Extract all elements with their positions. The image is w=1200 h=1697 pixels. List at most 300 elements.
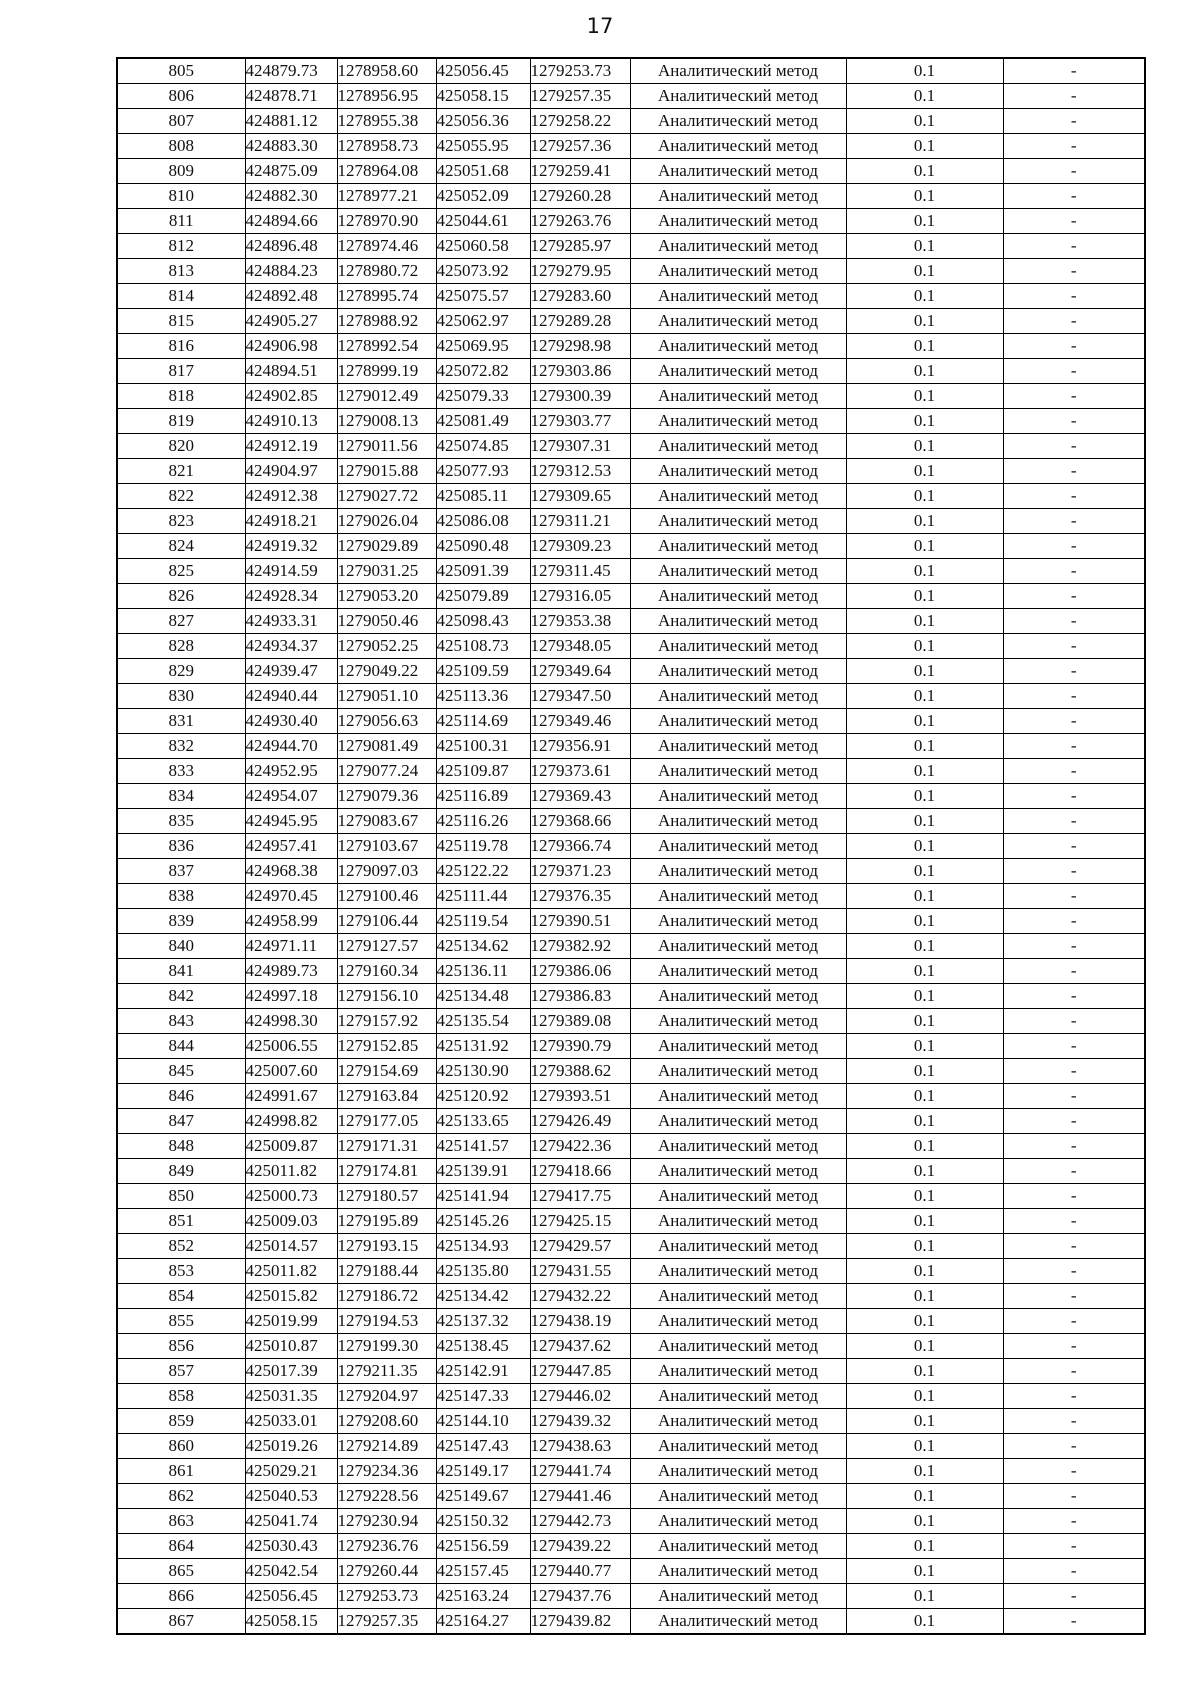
y1-coordinate-cell: 1279214.89: [337, 1434, 436, 1459]
method-cell: Аналитический метод: [630, 834, 846, 859]
accuracy-cell: 0.1: [846, 684, 1003, 709]
y2-coordinate-cell: 1279446.02: [530, 1384, 630, 1409]
x1-coordinate-cell: 425011.82: [245, 1159, 337, 1184]
y1-coordinate-cell: 1279208.60: [337, 1409, 436, 1434]
y2-coordinate-cell: 1279439.22: [530, 1534, 630, 1559]
note-cell: -: [1003, 159, 1145, 184]
note-cell: -: [1003, 834, 1145, 859]
x2-coordinate-cell: 425056.45: [436, 58, 530, 84]
y1-coordinate-cell: 1279188.44: [337, 1259, 436, 1284]
note-cell: -: [1003, 1509, 1145, 1534]
table-row: [117, 1309, 1145, 1334]
x2-coordinate-cell: 425058.15: [436, 84, 530, 109]
y1-coordinate-cell: 1278964.08: [337, 159, 436, 184]
x1-coordinate-cell: 424912.19: [245, 434, 337, 459]
table-row: [117, 584, 1145, 609]
point-number-cell: 826: [117, 584, 245, 609]
table-row: [117, 609, 1145, 634]
method-cell: Аналитический метод: [630, 284, 846, 309]
note-cell: -: [1003, 1334, 1145, 1359]
method-cell: Аналитический метод: [630, 1234, 846, 1259]
accuracy-cell: 0.1: [846, 1609, 1003, 1635]
x2-coordinate-cell: 425149.67: [436, 1484, 530, 1509]
note-cell: -: [1003, 58, 1145, 84]
note-cell: -: [1003, 1234, 1145, 1259]
method-cell: Аналитический метод: [630, 909, 846, 934]
x1-coordinate-cell: 425011.82: [245, 1259, 337, 1284]
table-row: [117, 234, 1145, 259]
table-row: [117, 384, 1145, 409]
point-number-cell: 853: [117, 1259, 245, 1284]
point-number-cell: 813: [117, 259, 245, 284]
table-row: [117, 934, 1145, 959]
x1-coordinate-cell: 424896.48: [245, 234, 337, 259]
x2-coordinate-cell: 425134.62: [436, 934, 530, 959]
x1-coordinate-cell: 424918.21: [245, 509, 337, 534]
y1-coordinate-cell: 1279081.49: [337, 734, 436, 759]
x1-coordinate-cell: 424928.34: [245, 584, 337, 609]
y1-coordinate-cell: 1279027.72: [337, 484, 436, 509]
x2-coordinate-cell: 425098.43: [436, 609, 530, 634]
x1-coordinate-cell: 425007.60: [245, 1059, 337, 1084]
y2-coordinate-cell: 1279431.55: [530, 1259, 630, 1284]
accuracy-cell: 0.1: [846, 334, 1003, 359]
point-number-cell: 824: [117, 534, 245, 559]
table-row: [117, 1609, 1145, 1635]
point-number-cell: 864: [117, 1534, 245, 1559]
table-row: [117, 809, 1145, 834]
method-cell: Аналитический метод: [630, 409, 846, 434]
note-cell: -: [1003, 984, 1145, 1009]
table-row: [117, 1159, 1145, 1184]
table-row: [117, 784, 1145, 809]
x1-coordinate-cell: 424878.71: [245, 84, 337, 109]
x1-coordinate-cell: 424958.99: [245, 909, 337, 934]
y1-coordinate-cell: 1279051.10: [337, 684, 436, 709]
x1-coordinate-cell: 424904.97: [245, 459, 337, 484]
method-cell: Аналитический метод: [630, 1109, 846, 1134]
y2-coordinate-cell: 1279442.73: [530, 1509, 630, 1534]
x1-coordinate-cell: 425030.43: [245, 1534, 337, 1559]
note-cell: -: [1003, 1009, 1145, 1034]
table-row: [117, 259, 1145, 284]
point-number-cell: 815: [117, 309, 245, 334]
y1-coordinate-cell: 1279228.56: [337, 1484, 436, 1509]
point-number-cell: 851: [117, 1209, 245, 1234]
accuracy-cell: 0.1: [846, 659, 1003, 684]
point-number-cell: 842: [117, 984, 245, 1009]
note-cell: -: [1003, 659, 1145, 684]
y1-coordinate-cell: 1279163.84: [337, 1084, 436, 1109]
y1-coordinate-cell: 1279008.13: [337, 409, 436, 434]
method-cell: Аналитический метод: [630, 1309, 846, 1334]
y1-coordinate-cell: 1278958.60: [337, 58, 436, 84]
accuracy-cell: 0.1: [846, 209, 1003, 234]
method-cell: Аналитический метод: [630, 1134, 846, 1159]
y2-coordinate-cell: 1279289.28: [530, 309, 630, 334]
accuracy-cell: 0.1: [846, 1184, 1003, 1209]
x1-coordinate-cell: 424971.11: [245, 934, 337, 959]
table-row: [117, 159, 1145, 184]
y2-coordinate-cell: 1279353.38: [530, 609, 630, 634]
point-number-cell: 859: [117, 1409, 245, 1434]
y1-coordinate-cell: 1279154.69: [337, 1059, 436, 1084]
x1-coordinate-cell: 425019.26: [245, 1434, 337, 1459]
y1-coordinate-cell: 1279052.25: [337, 634, 436, 659]
note-cell: -: [1003, 559, 1145, 584]
accuracy-cell: 0.1: [846, 109, 1003, 134]
x1-coordinate-cell: 424902.85: [245, 384, 337, 409]
y1-coordinate-cell: 1279186.72: [337, 1284, 436, 1309]
y2-coordinate-cell: 1279257.36: [530, 134, 630, 159]
y1-coordinate-cell: 1278999.19: [337, 359, 436, 384]
table-row: [117, 1584, 1145, 1609]
note-cell: -: [1003, 334, 1145, 359]
y2-coordinate-cell: 1279439.82: [530, 1609, 630, 1635]
point-number-cell: 867: [117, 1609, 245, 1635]
method-cell: Аналитический метод: [630, 1334, 846, 1359]
accuracy-cell: 0.1: [846, 1109, 1003, 1134]
x2-coordinate-cell: 425136.11: [436, 959, 530, 984]
method-cell: Аналитический метод: [630, 884, 846, 909]
x1-coordinate-cell: 424933.31: [245, 609, 337, 634]
note-cell: -: [1003, 634, 1145, 659]
accuracy-cell: 0.1: [846, 434, 1003, 459]
y1-coordinate-cell: 1279083.67: [337, 809, 436, 834]
note-cell: -: [1003, 959, 1145, 984]
y2-coordinate-cell: 1279447.85: [530, 1359, 630, 1384]
y2-coordinate-cell: 1279389.08: [530, 1009, 630, 1034]
accuracy-cell: 0.1: [846, 84, 1003, 109]
y2-coordinate-cell: 1279441.46: [530, 1484, 630, 1509]
table-row: [117, 734, 1145, 759]
point-number-cell: 825: [117, 559, 245, 584]
method-cell: Аналитический метод: [630, 434, 846, 459]
method-cell: Аналитический метод: [630, 84, 846, 109]
accuracy-cell: 0.1: [846, 359, 1003, 384]
point-number-cell: 841: [117, 959, 245, 984]
point-number-cell: 809: [117, 159, 245, 184]
y1-coordinate-cell: 1279193.15: [337, 1234, 436, 1259]
table-row: [117, 284, 1145, 309]
accuracy-cell: 0.1: [846, 409, 1003, 434]
x2-coordinate-cell: 425062.97: [436, 309, 530, 334]
accuracy-cell: 0.1: [846, 809, 1003, 834]
method-cell: Аналитический метод: [630, 1584, 846, 1609]
note-cell: -: [1003, 1284, 1145, 1309]
accuracy-cell: 0.1: [846, 884, 1003, 909]
accuracy-cell: 0.1: [846, 384, 1003, 409]
method-cell: Аналитический метод: [630, 1084, 846, 1109]
y1-coordinate-cell: 1279077.24: [337, 759, 436, 784]
accuracy-cell: 0.1: [846, 1384, 1003, 1409]
method-cell: Аналитический метод: [630, 459, 846, 484]
y2-coordinate-cell: 1279417.75: [530, 1184, 630, 1209]
y1-coordinate-cell: 1278974.46: [337, 234, 436, 259]
x1-coordinate-cell: 424875.09: [245, 159, 337, 184]
point-number-cell: 832: [117, 734, 245, 759]
x2-coordinate-cell: 425138.45: [436, 1334, 530, 1359]
note-cell: -: [1003, 1134, 1145, 1159]
method-cell: Аналитический метод: [630, 1409, 846, 1434]
method-cell: Аналитический метод: [630, 734, 846, 759]
x2-coordinate-cell: 425139.91: [436, 1159, 530, 1184]
method-cell: Аналитический метод: [630, 1159, 846, 1184]
method-cell: Аналитический метод: [630, 1259, 846, 1284]
y2-coordinate-cell: 1279356.91: [530, 734, 630, 759]
table-row: [117, 1434, 1145, 1459]
note-cell: -: [1003, 234, 1145, 259]
point-number-cell: 846: [117, 1084, 245, 1109]
y2-coordinate-cell: 1279390.51: [530, 909, 630, 934]
point-number-cell: 820: [117, 434, 245, 459]
x2-coordinate-cell: 425150.32: [436, 1509, 530, 1534]
note-cell: -: [1003, 459, 1145, 484]
x2-coordinate-cell: 425135.54: [436, 1009, 530, 1034]
method-cell: Аналитический метод: [630, 1534, 846, 1559]
y1-coordinate-cell: 1279257.35: [337, 1609, 436, 1635]
x1-coordinate-cell: 425019.99: [245, 1309, 337, 1334]
method-cell: Аналитический метод: [630, 134, 846, 159]
table-row: [117, 959, 1145, 984]
table-row: [117, 84, 1145, 109]
x1-coordinate-cell: 425029.21: [245, 1459, 337, 1484]
method-cell: Аналитический метод: [630, 109, 846, 134]
y1-coordinate-cell: 1279160.34: [337, 959, 436, 984]
point-number-cell: 821: [117, 459, 245, 484]
method-cell: Аналитический метод: [630, 859, 846, 884]
x2-coordinate-cell: 425090.48: [436, 534, 530, 559]
method-cell: Аналитический метод: [630, 259, 846, 284]
note-cell: -: [1003, 434, 1145, 459]
accuracy-cell: 0.1: [846, 1009, 1003, 1034]
y2-coordinate-cell: 1279429.57: [530, 1234, 630, 1259]
x1-coordinate-cell: 424919.32: [245, 534, 337, 559]
y2-coordinate-cell: 1279303.77: [530, 409, 630, 434]
note-cell: -: [1003, 734, 1145, 759]
method-cell: Аналитический метод: [630, 234, 846, 259]
method-cell: Аналитический метод: [630, 1384, 846, 1409]
method-cell: Аналитический метод: [630, 809, 846, 834]
table-row: [117, 1034, 1145, 1059]
method-cell: Аналитический метод: [630, 509, 846, 534]
x1-coordinate-cell: 425056.45: [245, 1584, 337, 1609]
note-cell: -: [1003, 1059, 1145, 1084]
table-row: [117, 759, 1145, 784]
accuracy-cell: 0.1: [846, 58, 1003, 84]
x2-coordinate-cell: 425147.43: [436, 1434, 530, 1459]
y1-coordinate-cell: 1279012.49: [337, 384, 436, 409]
table-row: [117, 1009, 1145, 1034]
y2-coordinate-cell: 1279438.63: [530, 1434, 630, 1459]
accuracy-cell: 0.1: [846, 509, 1003, 534]
table-row: [117, 834, 1145, 859]
x2-coordinate-cell: 425134.48: [436, 984, 530, 1009]
x2-coordinate-cell: 425119.78: [436, 834, 530, 859]
point-number-cell: 850: [117, 1184, 245, 1209]
note-cell: -: [1003, 534, 1145, 559]
y2-coordinate-cell: 1279376.35: [530, 884, 630, 909]
x1-coordinate-cell: 424989.73: [245, 959, 337, 984]
note-cell: -: [1003, 809, 1145, 834]
note-cell: -: [1003, 509, 1145, 534]
y2-coordinate-cell: 1279368.66: [530, 809, 630, 834]
table-row: [117, 359, 1145, 384]
y1-coordinate-cell: 1279127.57: [337, 934, 436, 959]
table-row: [117, 1209, 1145, 1234]
accuracy-cell: 0.1: [846, 859, 1003, 884]
y2-coordinate-cell: 1279373.61: [530, 759, 630, 784]
table-row: [117, 859, 1145, 884]
note-cell: -: [1003, 284, 1145, 309]
point-number-cell: 830: [117, 684, 245, 709]
y1-coordinate-cell: 1279103.67: [337, 834, 436, 859]
note-cell: -: [1003, 184, 1145, 209]
table-row: [117, 634, 1145, 659]
note-cell: -: [1003, 359, 1145, 384]
table-row: [117, 109, 1145, 134]
x1-coordinate-cell: 424970.45: [245, 884, 337, 909]
y1-coordinate-cell: 1279260.44: [337, 1559, 436, 1584]
x1-coordinate-cell: 425042.54: [245, 1559, 337, 1584]
note-cell: -: [1003, 1459, 1145, 1484]
x1-coordinate-cell: 424906.98: [245, 334, 337, 359]
x2-coordinate-cell: 425142.91: [436, 1359, 530, 1384]
coordinates-table: [116, 57, 1146, 1635]
x1-coordinate-cell: 424998.82: [245, 1109, 337, 1134]
x2-coordinate-cell: 425157.45: [436, 1559, 530, 1584]
accuracy-cell: 0.1: [846, 959, 1003, 984]
accuracy-cell: 0.1: [846, 1459, 1003, 1484]
y2-coordinate-cell: 1279259.41: [530, 159, 630, 184]
x2-coordinate-cell: 425116.89: [436, 784, 530, 809]
point-number-cell: 806: [117, 84, 245, 109]
y2-coordinate-cell: 1279437.76: [530, 1584, 630, 1609]
x1-coordinate-cell: 425006.55: [245, 1034, 337, 1059]
x2-coordinate-cell: 425130.90: [436, 1059, 530, 1084]
x2-coordinate-cell: 425131.92: [436, 1034, 530, 1059]
method-cell: Аналитический метод: [630, 159, 846, 184]
note-cell: -: [1003, 1034, 1145, 1059]
y2-coordinate-cell: 1279371.23: [530, 859, 630, 884]
y2-coordinate-cell: 1279303.86: [530, 359, 630, 384]
x2-coordinate-cell: 425044.61: [436, 209, 530, 234]
y1-coordinate-cell: 1278970.90: [337, 209, 436, 234]
note-cell: -: [1003, 1584, 1145, 1609]
accuracy-cell: 0.1: [846, 1434, 1003, 1459]
y1-coordinate-cell: 1279234.36: [337, 1459, 436, 1484]
accuracy-cell: 0.1: [846, 134, 1003, 159]
x1-coordinate-cell: 425031.35: [245, 1384, 337, 1409]
accuracy-cell: 0.1: [846, 834, 1003, 859]
accuracy-cell: 0.1: [846, 1334, 1003, 1359]
x2-coordinate-cell: 425133.65: [436, 1109, 530, 1134]
accuracy-cell: 0.1: [846, 984, 1003, 1009]
method-cell: Аналитический метод: [630, 359, 846, 384]
table-row: [117, 1284, 1145, 1309]
y2-coordinate-cell: 1279437.62: [530, 1334, 630, 1359]
table-row: [117, 1134, 1145, 1159]
point-number-cell: 833: [117, 759, 245, 784]
x1-coordinate-cell: 424914.59: [245, 559, 337, 584]
point-number-cell: 849: [117, 1159, 245, 1184]
x2-coordinate-cell: 425051.68: [436, 159, 530, 184]
point-number-cell: 814: [117, 284, 245, 309]
x2-coordinate-cell: 425091.39: [436, 559, 530, 584]
x2-coordinate-cell: 425056.36: [436, 109, 530, 134]
y1-coordinate-cell: 1279100.46: [337, 884, 436, 909]
note-cell: -: [1003, 759, 1145, 784]
y1-coordinate-cell: 1279026.04: [337, 509, 436, 534]
y2-coordinate-cell: 1279440.77: [530, 1559, 630, 1584]
y1-coordinate-cell: 1279156.10: [337, 984, 436, 1009]
table-row: [117, 1084, 1145, 1109]
y2-coordinate-cell: 1279393.51: [530, 1084, 630, 1109]
point-number-cell: 843: [117, 1009, 245, 1034]
y1-coordinate-cell: 1278988.92: [337, 309, 436, 334]
y2-coordinate-cell: 1279258.22: [530, 109, 630, 134]
table-row: [117, 1109, 1145, 1134]
x1-coordinate-cell: 425014.57: [245, 1234, 337, 1259]
accuracy-cell: 0.1: [846, 1559, 1003, 1584]
note-cell: -: [1003, 1384, 1145, 1409]
note-cell: -: [1003, 684, 1145, 709]
note-cell: -: [1003, 1434, 1145, 1459]
x1-coordinate-cell: 425000.73: [245, 1184, 337, 1209]
note-cell: -: [1003, 709, 1145, 734]
page-number: 17: [586, 14, 614, 38]
x1-coordinate-cell: 424944.70: [245, 734, 337, 759]
x2-coordinate-cell: 425108.73: [436, 634, 530, 659]
y1-coordinate-cell: 1278955.38: [337, 109, 436, 134]
method-cell: Аналитический метод: [630, 684, 846, 709]
note-cell: -: [1003, 909, 1145, 934]
x2-coordinate-cell: 425073.92: [436, 259, 530, 284]
y1-coordinate-cell: 1279029.89: [337, 534, 436, 559]
x1-coordinate-cell: 425041.74: [245, 1509, 337, 1534]
y1-coordinate-cell: 1279079.36: [337, 784, 436, 809]
point-number-cell: 854: [117, 1284, 245, 1309]
x2-coordinate-cell: 425114.69: [436, 709, 530, 734]
y2-coordinate-cell: 1279298.98: [530, 334, 630, 359]
x1-coordinate-cell: 424997.18: [245, 984, 337, 1009]
y1-coordinate-cell: 1279053.20: [337, 584, 436, 609]
y2-coordinate-cell: 1279438.19: [530, 1309, 630, 1334]
point-number-cell: 827: [117, 609, 245, 634]
point-number-cell: 848: [117, 1134, 245, 1159]
y2-coordinate-cell: 1279418.66: [530, 1159, 630, 1184]
table-row: [117, 1409, 1145, 1434]
note-cell: -: [1003, 1109, 1145, 1134]
y2-coordinate-cell: 1279426.49: [530, 1109, 630, 1134]
method-cell: Аналитический метод: [630, 384, 846, 409]
y1-coordinate-cell: 1278956.95: [337, 84, 436, 109]
point-number-cell: 808: [117, 134, 245, 159]
point-number-cell: 844: [117, 1034, 245, 1059]
method-cell: Аналитический метод: [630, 484, 846, 509]
accuracy-cell: 0.1: [846, 1059, 1003, 1084]
x2-coordinate-cell: 425164.27: [436, 1609, 530, 1635]
x1-coordinate-cell: 424894.51: [245, 359, 337, 384]
method-cell: Аналитический метод: [630, 659, 846, 684]
point-number-cell: 807: [117, 109, 245, 134]
accuracy-cell: 0.1: [846, 609, 1003, 634]
method-cell: Аналитический метод: [630, 1434, 846, 1459]
method-cell: Аналитический метод: [630, 1009, 846, 1034]
accuracy-cell: 0.1: [846, 459, 1003, 484]
x2-coordinate-cell: 425100.31: [436, 734, 530, 759]
y1-coordinate-cell: 1278980.72: [337, 259, 436, 284]
